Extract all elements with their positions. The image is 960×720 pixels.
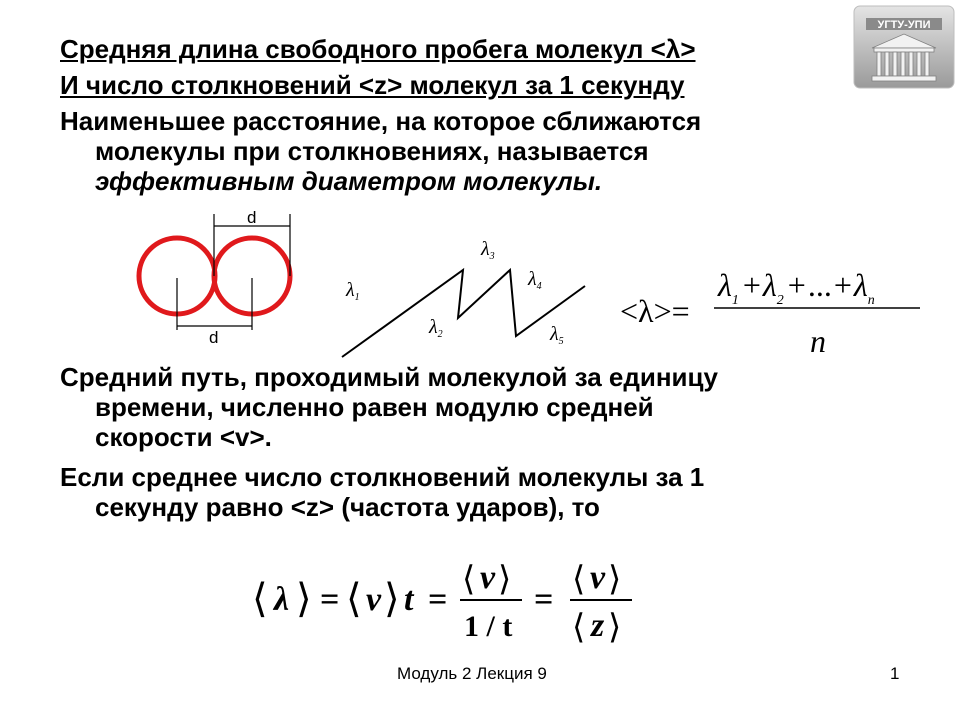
lambda-5-label: $\lambda_5$ [550,323,564,347]
para1-line3: эффективным диаметром молекулы. [95,166,603,196]
trajectory-line [342,270,585,357]
formula2-t: t [404,581,414,618]
formula2-v-2: v [480,559,496,596]
para2-line1: Средний путь, проходимый молекулой за единицу [60,362,718,392]
para1-line2: молекулы при столкновениях, называется [95,136,649,166]
paragraph-mean-path [60,362,718,452]
sum-numerator: $\lambda_1 +\lambda_2 +...+\lambda_n$ [718,267,875,308]
formula2-one-over-t: 1 / t [464,610,513,643]
heading-line-1: Средняя длина свободного пробега молекул <λ> [60,34,696,64]
d-label-bottom: d [209,328,219,347]
university-logo [852,4,956,95]
svg-text:⟩: ⟩ [296,576,312,621]
formula2-v-3: v [590,559,606,596]
svg-text:⟨: ⟨ [572,609,586,646]
paragraph-collision-count [60,462,704,522]
formula2-eq-1: = [320,581,340,618]
d-label-top: d [247,208,257,227]
heading-line-2: И число столкновений <z> молекул за 1 секунду [60,70,685,100]
formula2-lambda: λ [274,581,290,618]
para3-line1: Если среднее число столкновений молекулы за 1 [60,462,705,492]
logo-text: УГТУ-УПИ [877,19,931,31]
formula-mean-free-path [250,552,650,652]
para2-line3: скорости <v>. [95,422,272,452]
page-number: 1 [890,664,900,683]
svg-text:⟨: ⟨ [462,561,476,598]
para2-line2: времени, численно равен модулю средней [95,392,654,422]
svg-text:⟩: ⟩ [384,576,400,621]
formula2-eq-2: = [428,581,448,618]
svg-text:⟩: ⟩ [498,561,512,598]
formula2-z: z [591,607,605,644]
mean-lambda-lhs: <λ>= [620,293,690,329]
paragraph-effective-diameter [60,106,701,196]
lambda-2-label: $\lambda_2$ [429,316,443,340]
formula2-v-1: v [366,581,382,618]
para3-line2: секунду равно <z> (частота ударов), то [95,492,600,522]
lambda-3-label: $\lambda_3$ [481,238,495,262]
sum-denominator: n [810,323,826,359]
lambda-4-label: $\lambda_4$ [528,268,542,292]
svg-text:⟨: ⟨ [572,561,586,598]
svg-text:⟩: ⟩ [608,561,622,598]
para1-line1: Наименьшее расстояние, на которое сближаются [60,106,702,136]
footer-module-lecture: Модуль 2 Лекция 9 [397,664,547,683]
collision-diagram [0,200,960,370]
svg-text:⟨: ⟨ [346,576,362,621]
lambda-1-label: $\lambda_1$ [346,279,360,303]
formula2-eq-3: = [534,581,554,618]
svg-text:⟩: ⟩ [608,609,622,646]
svg-text:⟨: ⟨ [252,576,268,621]
